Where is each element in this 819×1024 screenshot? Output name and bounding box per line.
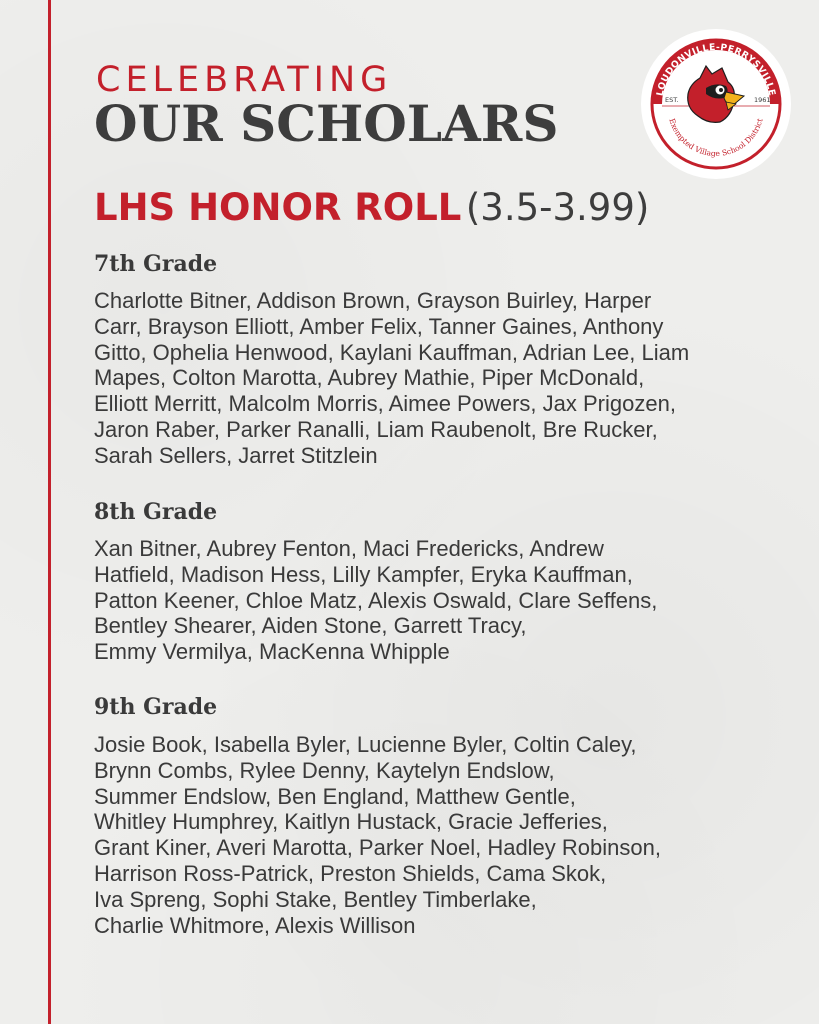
honor-roll-label: LHS HONOR ROLL <box>94 186 462 229</box>
name-line: Charlie Whitmore, Alexis Willison <box>94 912 416 938</box>
name-line: Harrison Ross-Patrick, Preston Shields, Cama Skok, <box>94 860 607 886</box>
name-line: Iva Spreng, Sophi Stake, Bentley Timberlake, <box>94 886 537 912</box>
red-divider-rule <box>48 0 51 1024</box>
name-line: Mapes, Colton Marotta, Aubrey Mathie, Piper McDonald, <box>94 365 645 391</box>
our-scholars-heading: OUR SCHOLARS <box>94 94 559 153</box>
name-line: Summer Endslow, Ben England, Matthew Gentle, <box>94 783 576 809</box>
grade-8-names <box>94 536 794 665</box>
name-line: Brynn Combs, Rylee Denny, Kaytelyn Endslow, <box>94 757 555 783</box>
district-logo <box>640 28 792 180</box>
celebrating-heading: CELEBRATING <box>96 60 393 100</box>
grade-7-heading: 7th Grade <box>94 251 218 277</box>
name-line: Bentley Shearer, Aiden Stone, Garrett Tracy, <box>94 613 527 639</box>
name-line: Jaron Raber, Parker Ranalli, Liam Raubenolt, Bre Rucker, <box>94 416 658 442</box>
logo-bottom-text: Exempted Village School District <box>667 117 765 159</box>
name-line: Gitto, Ophelia Henwood, Kaylani Kauffman, Adrian Lee, Liam <box>94 339 690 365</box>
name-line: Elliott Merritt, Malcolm Morris, Aimee Powers, Jax Prigozen, <box>94 391 676 417</box>
name-line: Whitley Humphrey, Kaitlyn Hustack, Gracie Jefferies, <box>94 809 608 835</box>
name-line: Emmy Vermilya, MacKenna Whipple <box>94 639 450 665</box>
name-line: Carr, Brayson Elliott, Amber Felix, Tanner Gaines, Anthony <box>94 313 664 339</box>
gpa-range-label: (3.5-3.99) <box>465 186 650 229</box>
logo-est-label: EST. <box>665 96 679 104</box>
grade-8-heading: 8th Grade <box>94 499 218 525</box>
name-line: Sarah Sellers, Jarret Stitzlein <box>94 442 378 468</box>
honor-roll-title <box>94 182 649 242</box>
name-line: Patton Keener, Chloe Matz, Alexis Oswald, Clare Seffens, <box>94 587 658 613</box>
grade-9-heading: 9th Grade <box>94 694 218 720</box>
name-line: Hatfield, Madison Hess, Lilly Kampfer, Eryka Kauffman, <box>94 561 633 587</box>
name-line: Grant Kiner, Averi Marotta, Parker Noel, Hadley Robinson, <box>94 835 661 861</box>
logo-est-year: 1961 <box>754 96 771 104</box>
grade-7-names <box>94 288 794 469</box>
name-line: Josie Book, Isabella Byler, Lucienne Byler, Coltin Caley, <box>94 732 637 757</box>
name-line: Charlotte Bitner, Addison Brown, Grayson Buirley, Harper <box>94 288 652 313</box>
grade-9-names <box>94 732 794 938</box>
logo-top-text: LOUDONVILLE-PERRYSVILLE <box>654 41 778 97</box>
name-line: Xan Bitner, Aubrey Fenton, Maci Fredericks, Andrew <box>94 536 604 561</box>
